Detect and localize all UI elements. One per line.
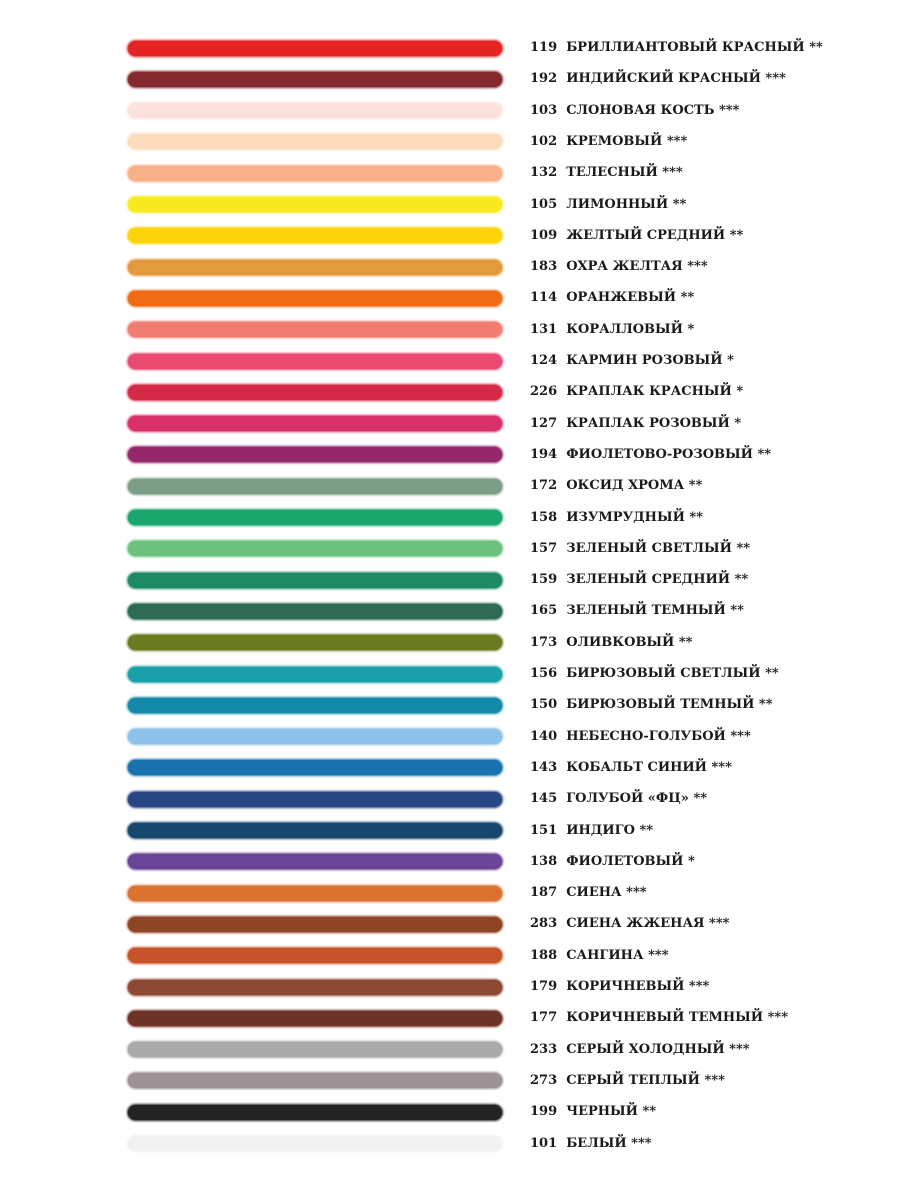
color-name: ИНДИЙСКИЙ КРАСНЫЙ bbox=[566, 71, 761, 87]
lightfastness-stars: *** bbox=[709, 916, 730, 932]
color-code: 138 bbox=[530, 853, 558, 869]
color-label-187 bbox=[530, 883, 647, 903]
color-code: 156 bbox=[530, 666, 558, 681]
color-name: ОРАНЖЕВЫЙ bbox=[566, 290, 677, 306]
color-name: ЧЕРНЫЙ bbox=[566, 1104, 638, 1120]
color-code: 131 bbox=[530, 321, 558, 337]
lightfastness-stars: *** bbox=[711, 759, 732, 775]
color-name: ИЗУМРУДНЫЙ bbox=[566, 509, 685, 525]
color-code: 140 bbox=[530, 728, 558, 744]
color-label-103 bbox=[530, 101, 739, 121]
lightfastness-stars: *** bbox=[626, 885, 647, 901]
color-label-177 bbox=[530, 1008, 788, 1028]
lightfastness-stars: *** bbox=[730, 728, 751, 744]
color-label-101 bbox=[530, 1134, 652, 1154]
color-swatch-183 bbox=[128, 260, 502, 275]
color-swatch-132 bbox=[128, 166, 502, 181]
color-name: ИНДИГО bbox=[566, 822, 635, 838]
lightfastness-stars: ** bbox=[729, 227, 744, 243]
color-code: 283 bbox=[530, 916, 558, 932]
color-label-159 bbox=[530, 570, 748, 590]
color-code: 165 bbox=[530, 603, 558, 619]
lightfastness-stars: ** bbox=[809, 40, 823, 55]
lightfastness-stars: ** bbox=[688, 478, 703, 494]
color-label-192 bbox=[530, 69, 786, 89]
color-code: 199 bbox=[530, 1104, 558, 1120]
color-code: 132 bbox=[530, 165, 558, 181]
color-label-150 bbox=[530, 695, 773, 715]
color-name: ОЛИВКОВЫЙ bbox=[566, 634, 675, 650]
color-name: КОРИЧНЕВЫЙ ТЕМНЫЙ bbox=[566, 1010, 764, 1026]
color-swatch-127 bbox=[128, 416, 502, 431]
color-label-114 bbox=[530, 288, 694, 308]
color-swatch-150 bbox=[128, 698, 502, 713]
color-name: ЗЕЛЕНЫЙ СВЕТЛЫЙ bbox=[566, 540, 732, 556]
color-name: ТЕЛЕСНЫЙ bbox=[566, 165, 658, 181]
color-name: ФИОЛЕТОВЫЙ bbox=[566, 853, 684, 869]
color-name: КОРАЛЛОВЫЙ bbox=[566, 321, 683, 337]
color-code: 172 bbox=[530, 478, 558, 494]
color-label-172 bbox=[530, 476, 702, 496]
color-label-145 bbox=[530, 789, 707, 809]
color-swatch-131 bbox=[128, 322, 502, 337]
color-code: 101 bbox=[530, 1135, 558, 1151]
lightfastness-stars: *** bbox=[687, 259, 708, 275]
color-label-138 bbox=[530, 852, 695, 872]
lightfastness-stars: ** bbox=[734, 572, 749, 588]
color-name: СЛОНОВАЯ КОСТЬ bbox=[566, 102, 715, 118]
lightfastness-stars: ** bbox=[757, 446, 772, 462]
color-name: КАРМИН РОЗОВЫЙ bbox=[566, 353, 723, 368]
lightfastness-stars: * bbox=[687, 853, 695, 869]
lightfastness-stars: ** bbox=[689, 509, 704, 525]
color-swatch-105 bbox=[128, 197, 502, 212]
color-label-179 bbox=[530, 977, 709, 997]
color-label-173 bbox=[530, 633, 692, 653]
color-label-127 bbox=[530, 414, 741, 434]
color-code: 177 bbox=[530, 1010, 558, 1026]
color-name: СЕРЫЙ ТЕПЛЫЙ bbox=[566, 1072, 700, 1088]
color-name: ГОЛУБОЙ «ФЦ» bbox=[566, 791, 689, 807]
lightfastness-stars: *** bbox=[666, 133, 688, 149]
lightfastness-stars: ** bbox=[765, 666, 779, 681]
color-code: 102 bbox=[530, 133, 558, 149]
color-code: 173 bbox=[530, 634, 558, 650]
color-name: ЖЕЛТЫЙ СРЕДНИЙ bbox=[566, 227, 726, 243]
color-code: 157 bbox=[530, 540, 558, 556]
color-name: ЗЕЛЕНЫЙ ТЕМНЫЙ bbox=[566, 603, 726, 619]
color-swatch-143 bbox=[128, 760, 502, 775]
color-swatch-138 bbox=[128, 854, 502, 869]
color-name: СЕРЫЙ ХОЛОДНЫЙ bbox=[566, 1041, 725, 1057]
lightfastness-stars: *** bbox=[688, 979, 710, 994]
color-code: 145 bbox=[530, 791, 558, 807]
color-label-158 bbox=[530, 508, 703, 528]
lightfastness-stars: ** bbox=[642, 1104, 657, 1120]
color-code: 143 bbox=[530, 759, 558, 775]
lightfastness-stars: * bbox=[736, 384, 744, 400]
color-label-102 bbox=[530, 132, 687, 152]
color-name: ЛИМОННЫЙ bbox=[566, 196, 669, 212]
color-code: 226 bbox=[530, 384, 558, 400]
lightfastness-stars: ** bbox=[672, 196, 687, 212]
lightfastness-stars: ** bbox=[730, 603, 744, 619]
color-code: 194 bbox=[530, 446, 558, 462]
color-swatch-194 bbox=[128, 447, 502, 462]
color-label-143 bbox=[530, 758, 732, 778]
color-swatch-273 bbox=[128, 1073, 502, 1088]
lightfastness-stars: ** bbox=[736, 540, 751, 556]
lightfastness-stars: *** bbox=[729, 1041, 750, 1057]
color-swatch-159 bbox=[128, 573, 502, 588]
color-swatch-103 bbox=[128, 103, 502, 118]
lightfastness-stars: *** bbox=[767, 1010, 788, 1026]
color-swatch-151 bbox=[128, 823, 502, 838]
color-swatch-179 bbox=[128, 980, 502, 995]
color-swatch-157 bbox=[128, 541, 502, 556]
color-swatch-192 bbox=[128, 72, 502, 87]
color-label-226 bbox=[530, 382, 743, 402]
color-swatch-283 bbox=[128, 917, 502, 932]
color-name: БИРЮЗОВЫЙ ТЕМНЫЙ bbox=[566, 697, 755, 713]
color-swatch-156 bbox=[128, 667, 502, 682]
color-swatch-124 bbox=[128, 354, 502, 369]
color-name: БРИЛЛИАНТОВЫЙ КРАСНЫЙ bbox=[566, 40, 805, 55]
color-label-188 bbox=[530, 946, 669, 966]
color-label-165 bbox=[530, 601, 744, 621]
lightfastness-stars: * bbox=[734, 415, 742, 431]
color-name: КРЕМОВЫЙ bbox=[566, 133, 663, 149]
color-code: 233 bbox=[530, 1041, 558, 1057]
color-code: 150 bbox=[530, 697, 558, 713]
color-name: БЕЛЫЙ bbox=[566, 1135, 627, 1151]
lightfastness-stars: ** bbox=[639, 822, 654, 838]
color-swatch-145 bbox=[128, 792, 502, 807]
color-label-105 bbox=[530, 195, 686, 215]
color-name: ФИОЛЕТОВО-РОЗОВЫЙ bbox=[566, 446, 753, 462]
color-label-157 bbox=[530, 539, 750, 559]
color-code: 119 bbox=[530, 40, 558, 55]
color-label-199 bbox=[530, 1102, 656, 1122]
color-label-233 bbox=[530, 1040, 750, 1060]
lightfastness-stars: *** bbox=[648, 947, 669, 963]
color-name: НЕБЕСНО-ГОЛУБОЙ bbox=[566, 728, 726, 744]
color-swatch-173 bbox=[128, 635, 502, 650]
color-code: 188 bbox=[530, 947, 558, 963]
color-name: ОКСИД ХРОМА bbox=[566, 478, 685, 494]
color-swatch-172 bbox=[128, 479, 502, 494]
color-name: КРАПЛАК КРАСНЫЙ bbox=[566, 384, 732, 400]
color-swatch-187 bbox=[128, 886, 502, 901]
color-swatch-226 bbox=[128, 385, 502, 400]
color-swatch-199 bbox=[128, 1105, 502, 1120]
color-swatch-233 bbox=[128, 1042, 502, 1057]
color-swatch-114 bbox=[128, 291, 502, 306]
color-code: 127 bbox=[530, 415, 558, 431]
color-name: КОБАЛЬТ СИНИЙ bbox=[566, 759, 707, 775]
color-swatch-101 bbox=[128, 1136, 502, 1151]
lightfastness-stars: *** bbox=[631, 1135, 652, 1151]
lightfastness-stars: ** bbox=[680, 290, 695, 306]
color-code: 124 bbox=[530, 353, 558, 368]
lightfastness-stars: * bbox=[727, 353, 734, 368]
color-label-273 bbox=[530, 1071, 725, 1091]
color-label-156 bbox=[530, 664, 779, 684]
color-swatch-188 bbox=[128, 948, 502, 963]
color-name: СИЕНА bbox=[566, 885, 622, 901]
color-swatch-119 bbox=[128, 41, 502, 56]
color-label-109 bbox=[530, 226, 743, 246]
color-code: 158 bbox=[530, 509, 558, 525]
color-swatch-140 bbox=[128, 729, 502, 744]
color-code: 183 bbox=[530, 259, 558, 275]
color-name: КОРИЧНЕВЫЙ bbox=[566, 979, 685, 994]
color-name: ОХРА ЖЕЛТАЯ bbox=[566, 259, 683, 275]
color-code: 273 bbox=[530, 1072, 558, 1088]
color-name: БИРЮЗОВЫЙ СВЕТЛЫЙ bbox=[566, 666, 761, 681]
color-label-119 bbox=[530, 38, 823, 58]
color-swatch-177 bbox=[128, 1011, 502, 1026]
color-swatch-102 bbox=[128, 134, 502, 149]
color-code: 159 bbox=[530, 572, 558, 588]
color-code: 179 bbox=[530, 979, 558, 994]
color-name: САНГИНА bbox=[566, 947, 644, 963]
lightfastness-stars: ** bbox=[693, 791, 708, 807]
color-swatch-158 bbox=[128, 510, 502, 525]
color-label-124 bbox=[530, 351, 734, 371]
color-code: 187 bbox=[530, 885, 558, 901]
lightfastness-stars: *** bbox=[704, 1072, 725, 1088]
color-name: КРАПЛАК РОЗОВЫЙ bbox=[566, 415, 730, 431]
color-code: 114 bbox=[530, 290, 558, 306]
color-code: 105 bbox=[530, 196, 558, 212]
color-code: 109 bbox=[530, 227, 558, 243]
color-code: 192 bbox=[530, 71, 558, 87]
lightfastness-stars: *** bbox=[662, 165, 683, 181]
color-code: 103 bbox=[530, 102, 558, 118]
lightfastness-stars: *** bbox=[718, 102, 740, 118]
color-swatch-165 bbox=[128, 604, 502, 619]
color-label-194 bbox=[530, 445, 771, 465]
color-label-131 bbox=[530, 320, 694, 340]
color-label-283 bbox=[530, 914, 729, 934]
color-label-183 bbox=[530, 257, 708, 277]
lightfastness-stars: ** bbox=[678, 634, 693, 650]
lightfastness-stars: ** bbox=[758, 697, 773, 713]
lightfastness-stars: *** bbox=[765, 71, 786, 87]
color-swatch-109 bbox=[128, 228, 502, 243]
color-name: СИЕНА ЖЖЕНАЯ bbox=[566, 916, 705, 932]
color-label-132 bbox=[530, 163, 683, 183]
color-label-151 bbox=[530, 821, 653, 841]
color-code: 151 bbox=[530, 822, 558, 838]
color-label-140 bbox=[530, 727, 751, 747]
lightfastness-stars: * bbox=[687, 321, 695, 337]
color-name: ЗЕЛЕНЫЙ СРЕДНИЙ bbox=[566, 572, 731, 588]
